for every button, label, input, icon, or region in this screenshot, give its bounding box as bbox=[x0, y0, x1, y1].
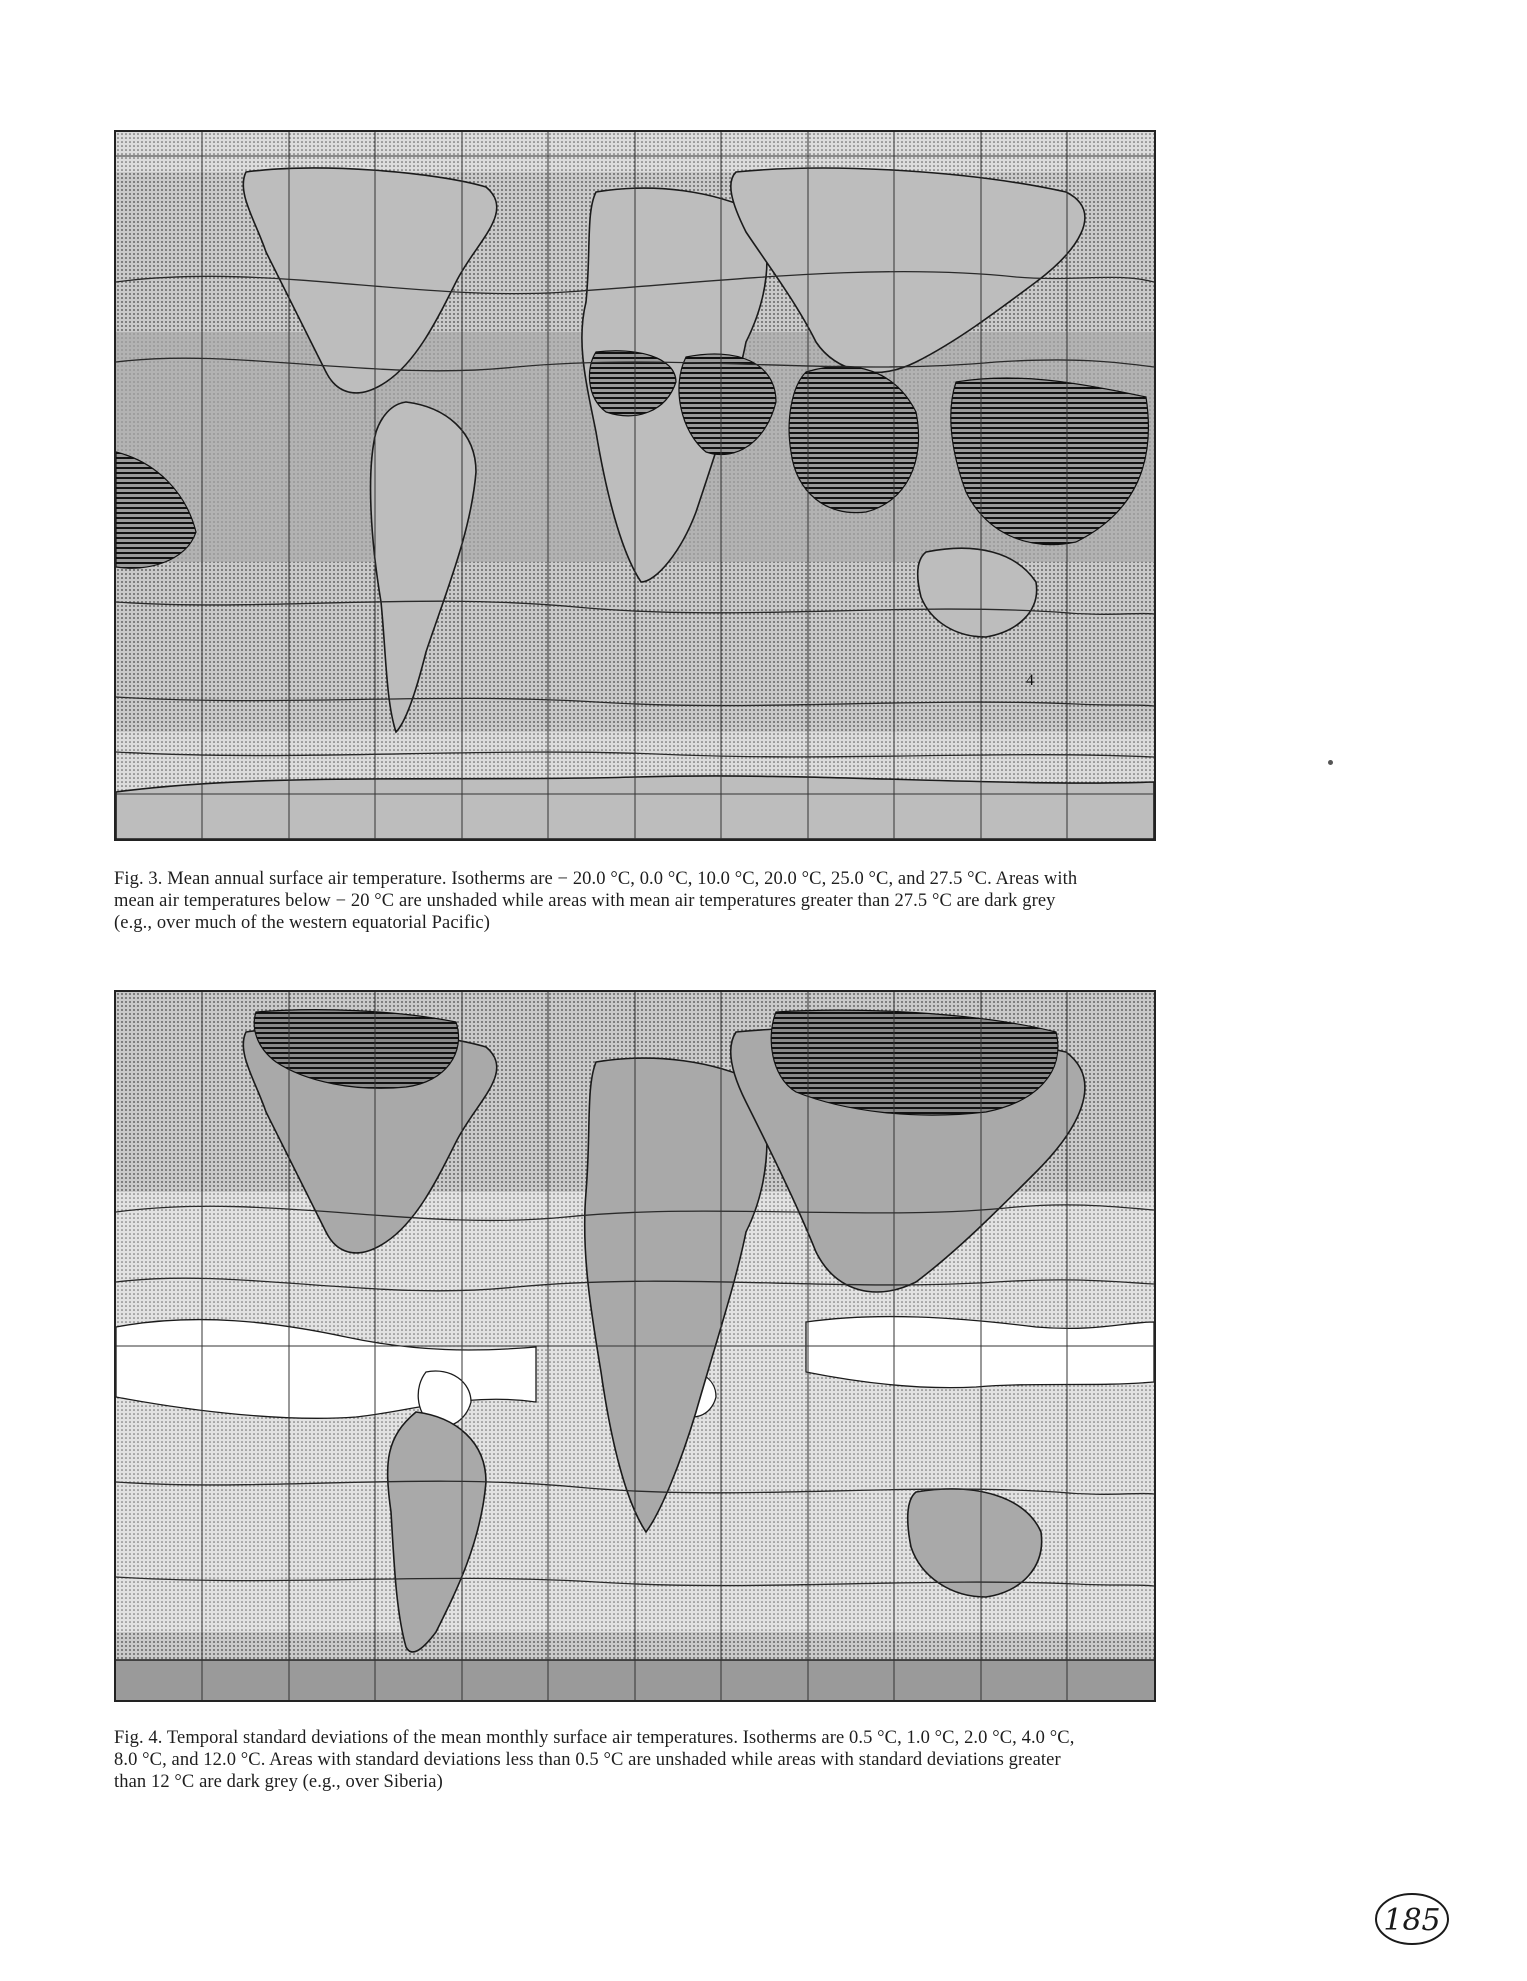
page-number-text: 185 bbox=[1383, 1903, 1441, 1938]
stray-ink-mark bbox=[1328, 760, 1333, 765]
figure-3-caption bbox=[114, 868, 1324, 934]
figure-4-caption-line: than 12 °C are dark grey (e.g., over Siberia) bbox=[114, 1772, 443, 1792]
fig3-south-america bbox=[371, 402, 476, 732]
fig4-unshaded-pacific bbox=[806, 1317, 1154, 1388]
figure-3-caption-line: Fig. 3. Mean annual surface air temperature. Isotherms are − 20.0 °C, 0.0 °C, 10.0 °C, 20.0 °C, 25.0 °C, and 27.5 °C. Areas with bbox=[114, 869, 1078, 889]
figure-4-caption-line: 8.0 °C, and 12.0 °C. Areas with standard deviations less than 0.5 °C are unshaded while areas with standard deviations greater bbox=[114, 1750, 1061, 1770]
page-number-handwritten bbox=[1372, 1888, 1452, 1950]
figure-4-caption bbox=[114, 1727, 1324, 1793]
figure-4-map bbox=[114, 990, 1156, 1702]
figure-3-caption-line: mean air temperatures below − 20 °C are unshaded while areas with mean air temperatures greater than 27.5 °C are dark grey bbox=[114, 891, 1056, 911]
figure-3-map bbox=[114, 130, 1156, 841]
fig3-map-label: 4 bbox=[1026, 672, 1034, 689]
fig3-warm-indian-ocean bbox=[789, 366, 918, 512]
page-number bbox=[1372, 1888, 1452, 1950]
figure-4-map-graphic bbox=[116, 992, 1154, 1700]
figure-3-caption-line: (e.g., over much of the western equatorial Pacific) bbox=[114, 913, 490, 933]
figure-3-map-graphic bbox=[116, 132, 1154, 839]
figure-4-caption-line: Fig. 4. Temporal standard deviations of the mean monthly surface air temperatures. Isotherms are 0.5 °C, 1.0 °C, 2.0 °C, 4.0 °C, bbox=[114, 1728, 1075, 1748]
